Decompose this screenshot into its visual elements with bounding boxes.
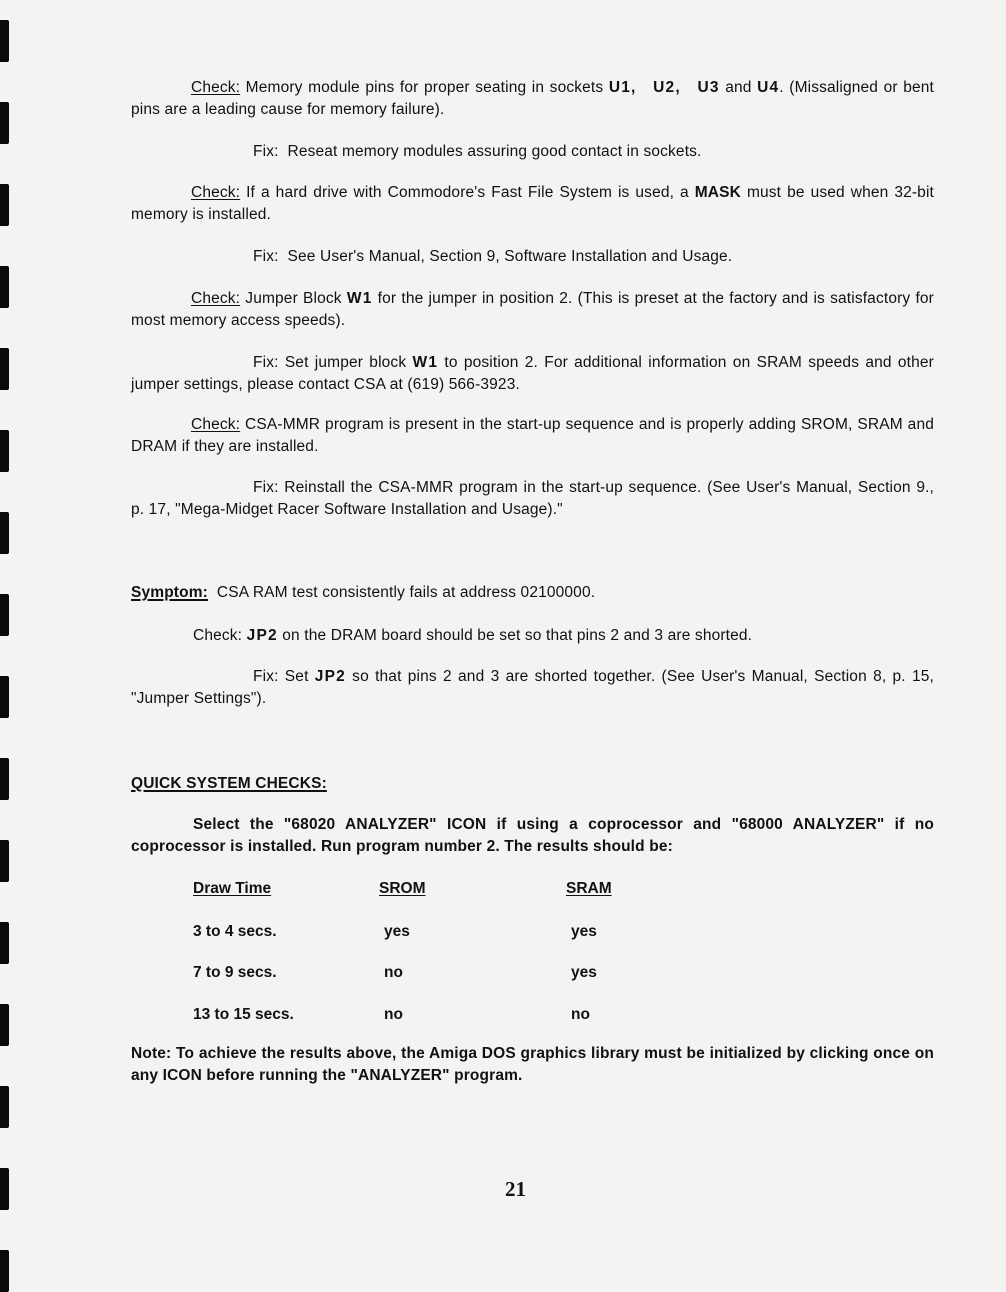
socket-u2: U2,	[653, 79, 681, 96]
check-text: If a hard drive with Commodore's Fast File System is used, a	[240, 184, 695, 201]
check-label: Check:	[191, 290, 241, 307]
page-number: 21	[505, 1177, 526, 1201]
binding-hole	[0, 1250, 9, 1292]
jumper-jp2: JP2	[314, 668, 346, 685]
fix-label: Fix:	[253, 479, 279, 496]
check-text: Memory module pins for proper seating in sockets	[240, 79, 609, 96]
mask-keyword: MASK	[694, 184, 741, 201]
fix-label: Fix:	[253, 668, 279, 685]
fix-reinstall	[131, 477, 934, 521]
table-cell: 7 to 9 secs.	[193, 964, 277, 981]
binding-hole	[0, 1086, 9, 1128]
check-text-tail: . (Missaligned or bent pins are a leading cause for memory failure).	[131, 79, 934, 118]
fix-set-jumper	[131, 352, 934, 396]
binding-hole	[0, 676, 9, 718]
fix-reseat	[253, 141, 702, 163]
check-label: Check:	[191, 416, 241, 433]
check-mask	[131, 182, 934, 226]
binding-hole	[0, 512, 9, 554]
check-text-and: and	[719, 79, 758, 96]
symptom-label: Symptom:	[131, 584, 208, 601]
table-cell: yes	[384, 923, 410, 940]
binding-hole	[0, 1168, 9, 1210]
note: Note: To achieve the results above, the Amiga DOS graphics library must be initialized by clicking once on any ICON before running the "ANALYZER" program.	[131, 1045, 934, 1084]
binding-hole	[0, 840, 9, 882]
fix-text-tail: to position 2. For additional information on SRAM speeds and other jumper settings, please contact CSA at (619) 566-3923.	[131, 354, 934, 393]
binding-hole	[0, 594, 9, 636]
symptom	[131, 582, 595, 604]
fix-text: See User's Manual, Section 9, Software Installation and Usage.	[278, 248, 733, 265]
fix-see-manual	[253, 246, 732, 268]
symptom-check	[193, 625, 752, 647]
check-text: CSA-MMR program is present in the start-up sequence and is properly adding SROM, SRAM and DRAM if they are installed.	[131, 416, 934, 455]
table-cell: 13 to 15 secs.	[193, 1006, 294, 1023]
fix-text: Set jumper block	[278, 354, 413, 371]
binding-hole	[0, 348, 9, 390]
binding-hole	[0, 102, 9, 144]
binding-hole	[0, 266, 9, 308]
fix-text: Set	[278, 668, 315, 685]
binding-hole	[0, 758, 9, 800]
binding-hole	[0, 430, 9, 472]
socket-u1: U1,	[608, 79, 637, 96]
table-header-draw-time: Draw Time	[193, 880, 272, 897]
table-header-sram: SRAM	[566, 880, 612, 897]
binding-hole	[0, 184, 9, 226]
table-cell: yes	[571, 923, 597, 940]
check-label: Check:	[191, 184, 241, 201]
symptom-text: CSA RAM test consistently fails at address 02100000.	[207, 584, 596, 601]
fix-label: Fix:	[253, 248, 279, 265]
symptom-fix	[131, 666, 934, 710]
check-label: Check:	[191, 79, 241, 96]
socket-u4: U4	[757, 79, 780, 96]
table-header-srom: SROM	[379, 880, 426, 897]
fix-label: Fix:	[253, 143, 279, 160]
check-text-tail: must be used when 32-bit memory is installed.	[131, 184, 934, 223]
table-cell: no	[384, 1006, 403, 1023]
check-csa-mmr	[131, 414, 934, 458]
jumper-w1: W1	[412, 354, 439, 371]
binding-hole	[0, 922, 9, 964]
check-text-tail: on the DRAM board should be set so that pins 2 and 3 are shorted.	[277, 627, 753, 644]
table-cell: yes	[571, 964, 597, 981]
fix-text-tail: so that pins 2 and 3 are shorted together. (See User's Manual, Section 8, p. 15, "Jumper Settings").	[131, 668, 934, 707]
binding-hole	[0, 20, 9, 62]
fix-text: Reinstall the CSA-MMR program in the start-up sequence. (See User's Manual, Section 9., p. 17, "Mega-Midget Racer Software Installation and Usage)."	[131, 479, 934, 518]
jumper-w1: W1	[346, 290, 373, 307]
binding-hole	[0, 1004, 9, 1046]
quick-checks-heading: QUICK SYSTEM CHECKS:	[131, 775, 327, 792]
table-cell: no	[571, 1006, 590, 1023]
quick-checks-intro: Select the "68020 ANALYZER" ICON if using a coprocessor and "68000 ANALYZER" if no coprocessor is installed. Run program number 2. The results should be:	[131, 816, 934, 855]
check-jumper-block	[131, 288, 934, 332]
check-text: Jumper Block	[240, 290, 347, 307]
socket-u3: U3	[697, 79, 720, 96]
table-cell: no	[384, 964, 403, 981]
check-memory-pins	[131, 77, 934, 121]
jumper-jp2: JP2	[246, 627, 278, 644]
binding-holes	[0, 0, 12, 1262]
table-cell: 3 to 4 secs.	[193, 923, 277, 940]
fix-label: Fix:	[253, 354, 279, 371]
check-text-tail: for the jumper in position 2. (This is preset at the factory and is satisfactory for most memory access speeds).	[131, 290, 934, 329]
fix-text: Reseat memory modules assuring good contact in sockets.	[278, 143, 702, 160]
check-label: Check:	[193, 627, 243, 644]
